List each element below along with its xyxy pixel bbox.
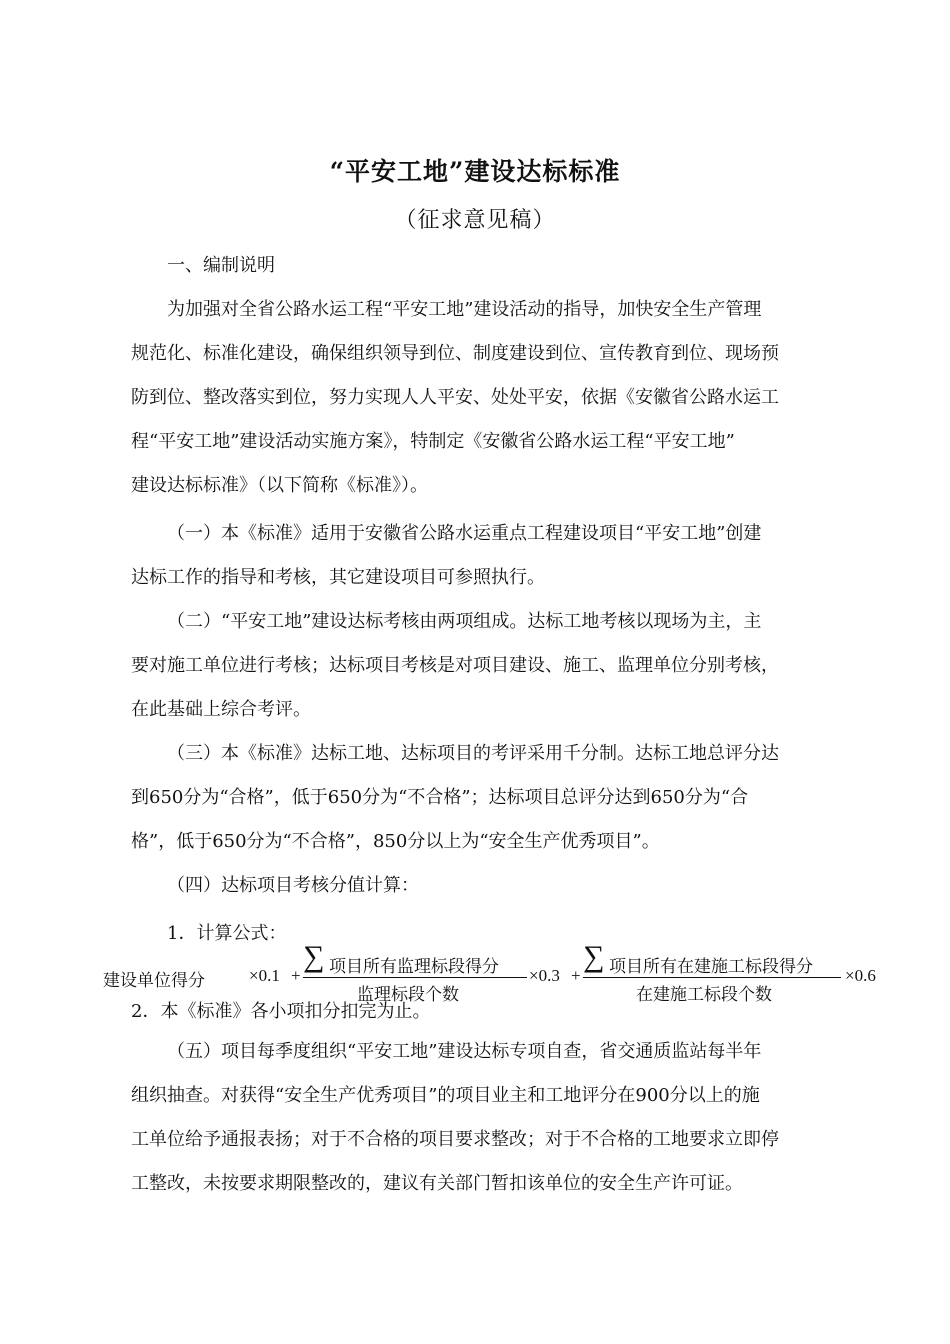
text-line: （二）“平安工地”建设达标考核由两项组成。达标工地考核以现场为主，主 [167,611,762,632]
text-line: 工单位给予通报表扬；对于不合格的项目要求整改；对于不合格的工地要求立即停 [131,1129,779,1150]
formula-numerator-1: 项目所有监理标段得分 [329,957,499,976]
rule-2: 2．本《标准》各小项扣分扣完为止。 [131,1001,431,1022]
text-line: （三）本《标准》达标工地、达标项目的考评采用千分制。达标工地总评分达 [167,743,779,764]
text-line: 要对施工单位进行考核；达标项目考核是对项目建设、施工、监理单位分别考核， [131,655,779,676]
item-2-paragraph [131,600,831,732]
formula-denominator-1: 监理标段个数 [357,985,459,1004]
text-line: （五）项目每季度组织“平安工地”建设达标专项自查，省交通质监站每半年 [167,1041,762,1062]
formula-weight-2: ×0.3 [529,966,560,985]
text-line: 工整改，未按要求期限整改的，建议有关部门暂扣该单位的安全生产许可证。 [131,1173,743,1194]
item-4-heading: （四）达标项目考核分值计算： [167,875,419,896]
intro-paragraph [131,288,831,508]
sigma-symbol-2: ∑ [583,940,605,973]
text-line: 防到位、整改落实到位，努力实现人人平安、处处平安，依据《安徽省公路水运工 [131,387,779,408]
text-line: 程“平安工地”建设活动实施方案》，特制定《安徽省公路水运工程“平安工地” [131,431,735,452]
fraction-bar-2 [583,977,841,978]
section-heading: 一、编制说明 [167,255,275,276]
document-title: “平安工地”建设达标标准 [329,157,621,186]
formula-lead: 建设单位得分 [103,971,205,990]
text-line: 到650分为“合格”，低于650分为“不合格”；达标项目总评分达到650分为“合 [131,787,749,808]
formula-weight-3: ×0.6 [845,966,876,985]
formula-weight-1: ×0.1 [249,966,280,985]
item-5-paragraph [131,1030,831,1206]
text-line: 格”，低于650分为“不合格”，850分以上为“安全生产优秀项目”。 [131,831,660,852]
sigma-symbol-1: ∑ [303,940,325,973]
text-line: 为加强对全省公路水运工程“平安工地”建设活动的指导，加快安全生产管理 [167,299,762,320]
text-line: （一）本《标准》适用于安徽省公路水运重点工程建设项目“平安工地”创建 [167,523,762,544]
formula-numerator-2: 项目所有在建施工标段得分 [609,957,813,976]
text-line: 建设达标标准》（以下简称《标准》）。 [131,475,428,496]
formula-denominator-2: 在建施工标段个数 [636,985,772,1004]
formula-heading: 1．计算公式： [167,923,287,944]
text-line: 达标工作的指导和考核，其它建设项目可参照执行。 [131,567,545,588]
document-subtitle: （征求意见稿） [394,208,556,233]
text-line: 在此基础上综合考评。 [131,699,311,720]
fraction-bar-1 [303,977,527,978]
formula-plus-2: + [571,966,581,985]
text-line: 规范化、标准化建设，确保组织领导到位、制度建设到位、宣传教育到位、现场预 [131,343,779,364]
formula-plus-1: + [291,966,301,985]
item-3-paragraph [131,732,831,864]
text-line: 组织抽查。对获得“安全生产优秀项目”的项目业主和工地评分在900分以上的施 [131,1085,760,1106]
item-1-paragraph [131,512,831,600]
